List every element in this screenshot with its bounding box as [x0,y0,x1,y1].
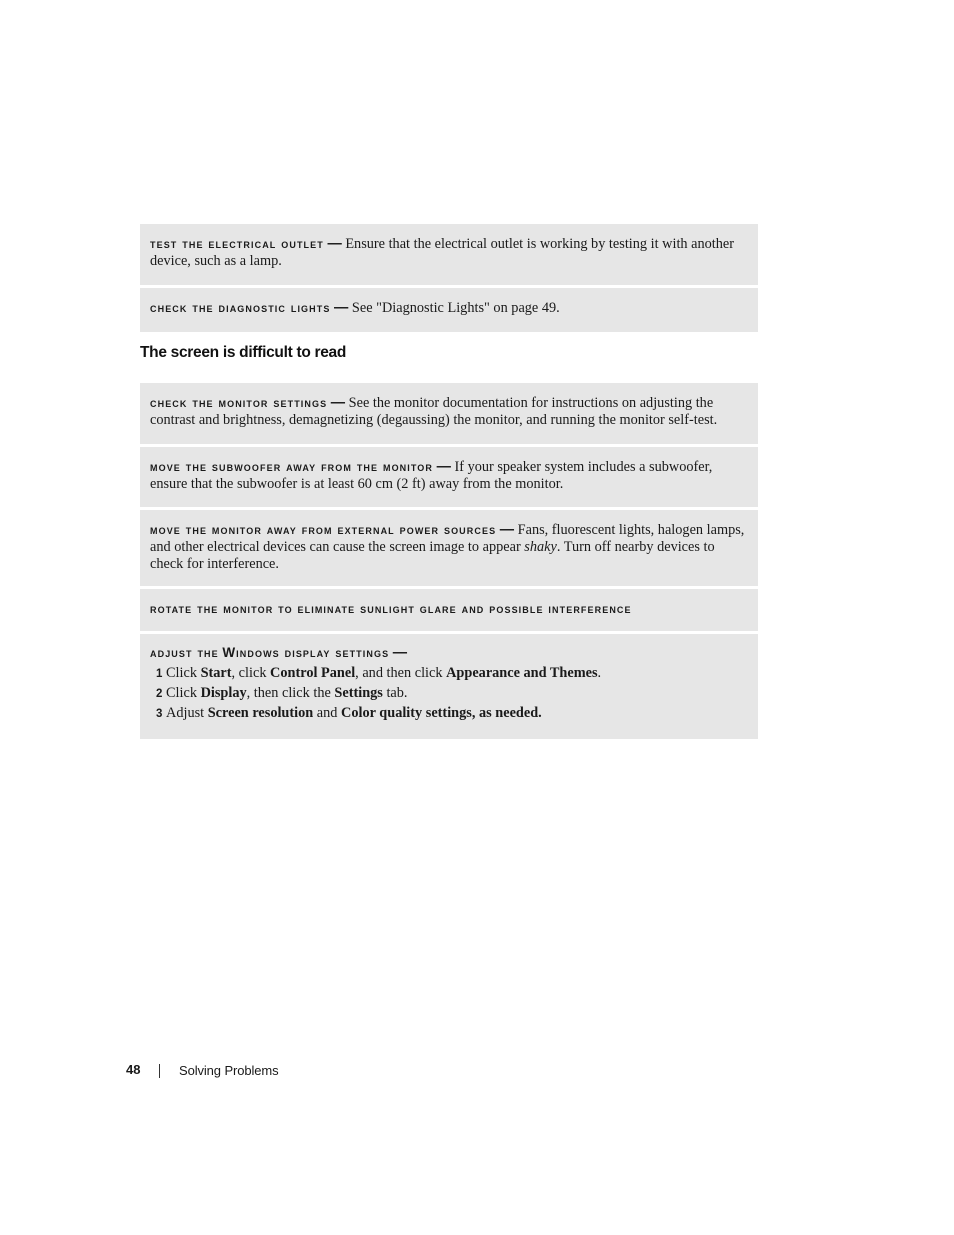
em-dash: — [334,300,349,316]
chapter-title: Solving Problems [179,1063,279,1078]
tip-box-diagnostic-lights [140,288,758,332]
tip-body-end: . Turn off nearby devices to check for interference. [150,539,715,572]
tip-box-windows-display [140,634,758,739]
tip-body: See the monitor documentation for instructions on adjusting the contrast and brightness, demagnetizing (degaussing) the monitor, and running the monitor self-test. [150,395,718,428]
step-number: 1 [156,668,163,680]
tip-heading-part: adjust the [150,645,219,660]
tip-box-subwoofer [140,447,758,507]
footer-divider [159,1064,160,1078]
step-text: , then click the [246,685,335,701]
em-dash: — [330,395,346,411]
step-text: , and then click [355,665,447,681]
tip-box-monitor-settings [140,383,758,444]
tip-box-test-outlet [140,224,758,285]
ui-term: Color quality settings, as needed. [341,705,542,721]
tip-body: If your speaker system includes a subwoofer, ensure that the subwoofer is at least 60 cm (2 ft) away from the monitor. [150,459,713,492]
tip-heading: move the monitor away from external power sources [150,522,497,537]
ui-term: Display [200,685,247,701]
em-dash: — [436,459,451,475]
step-number: 2 [156,688,163,700]
section-title: The screen is difficult to read [140,344,347,361]
tip-heading-windows: Windows display settings [222,645,390,660]
step-text: tab. [382,685,408,701]
step-item [150,705,748,722]
step-text: Click [166,665,201,681]
tip-body: Fans, fluorescent lights, halogen lamps, and other electrical devices can cause the screen image to appear [150,522,745,555]
step-text: , click [231,665,271,681]
tip-body-emphasis: shaky [524,539,557,555]
ui-term: Appearance and Themes [446,665,598,681]
tip-heading: rotate the monitor to eliminate sunlight glare and possible interference [150,601,632,616]
ui-term: Start [200,665,232,681]
ui-term: Control Panel [270,665,356,681]
step-text: Adjust [166,705,208,721]
tip-body: See "Diagnostic Lights" on page 49. [351,300,560,316]
tip-heading: check the monitor settings [150,395,328,410]
tip-heading: check the diagnostic lights [150,300,331,315]
step-text: . [597,665,602,681]
page-number: 48 [126,1062,141,1077]
ui-term: Screen resolution [207,705,314,721]
ui-term: Settings [334,685,383,701]
tip-heading: test the electrical outlet [150,236,324,251]
em-dash: — [499,522,515,538]
step-text: Click [166,685,201,701]
step-item [150,685,748,702]
tip-body: Ensure that the electrical outlet is working by testing it with another device, such as a lamp. [150,236,735,269]
step-number: 3 [156,708,163,720]
tip-box-power-sources [140,510,758,586]
step-text: and [313,705,342,721]
tip-box-rotate-monitor [140,589,758,631]
tip-heading-row [150,644,748,662]
tip-heading: move the subwoofer away from the monitor [150,459,434,474]
step-item [150,665,748,682]
em-dash: — [392,645,408,661]
em-dash: — [327,236,342,252]
